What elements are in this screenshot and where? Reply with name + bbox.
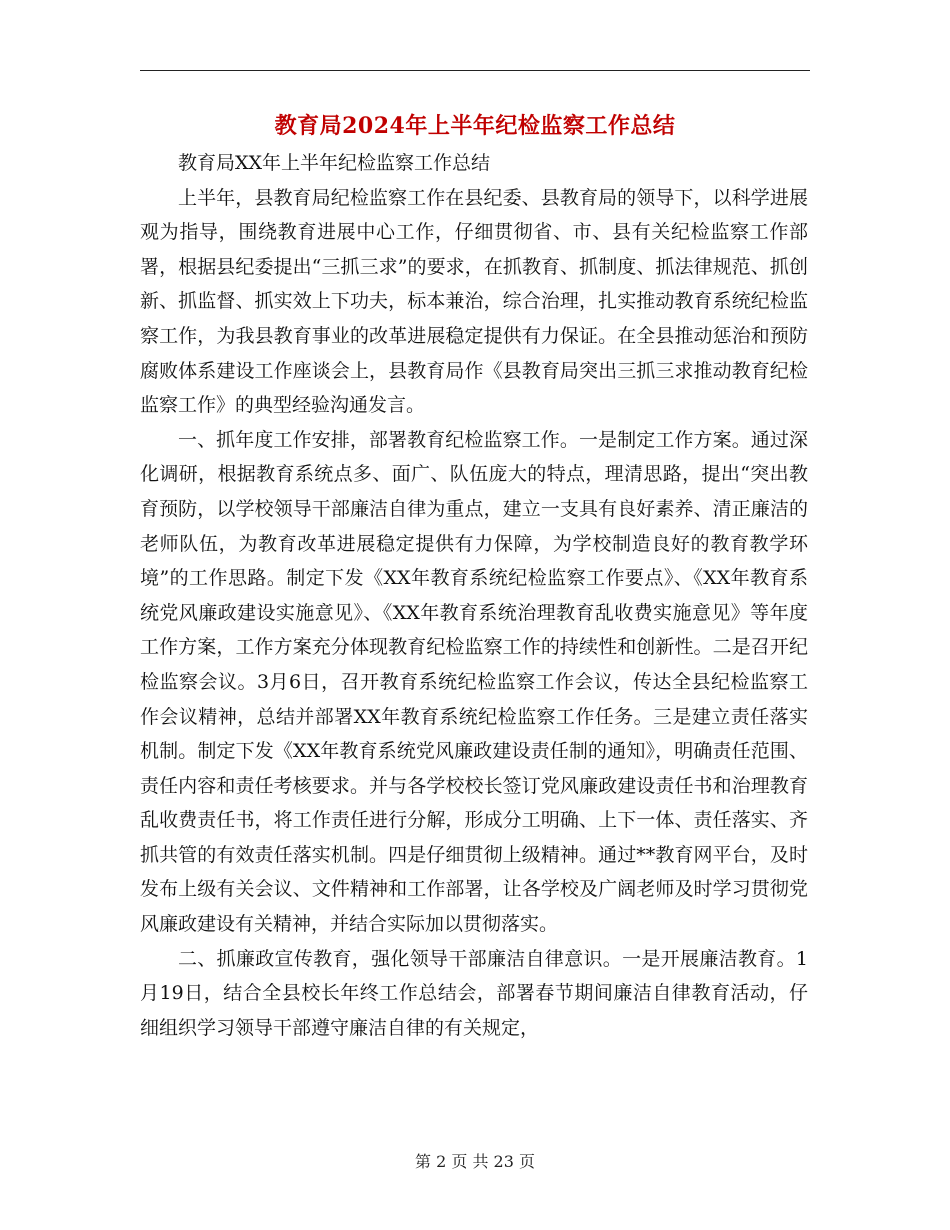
page-number: 第 2 页 共 23 页 bbox=[415, 1152, 535, 1171]
page-footer bbox=[140, 1150, 810, 1174]
paragraph-intro: 上半年，县教育局纪检监察工作在县纪委、县教育局的领导下，以科学进展观为指导，围绕教育进展中心工作，仔细贯彻省、市、县有关纪检监察工作部署，根据县纪委提出“三抓三求”的要求，在抓教育、抓制度、抓法律规范、抓创新、抓监督、抓实效上下功夫，标本兼治，综合治理，扎实推动教育系统纪检监察工作，为我县教育事业的改革进展稳定提供有力保证。在全县推动惩治和预防腐败体系建设工作座谈会上，县教育局作《县教育局突出三抓三求推动教育纪检监察工作》的典型经验沟通发言。 bbox=[140, 186, 808, 417]
header-rule bbox=[140, 70, 810, 71]
paragraph-section-1: 一、抓年度工作安排，部署教育纪检监察工作。一是制定工作方案。通过深化调研，根据教育系统点多、面广、队伍庞大的特点，理清思路，提出“突出教育预防，以学校领导干部廉洁自律为重点，建立一支具有良好素养、清正廉洁的老师队伍，为教育改革进展稳定提供有力保障，为学校制造良好的教育教学环境”的工作思路。制定下发《XX年教育系统纪检监察工作要点》、《XX年教育系统党风廉政建设实施意见》、《XX年教育系统治理教育乱收费实施意见》等年度工作方案，工作方案充分体现教育纪检监察工作的持续性和创新性。二是召开纪检监察会议。3月6日，召开教育系统纪检监察工作会议，传达全县纪检监察工作会议精神，总结并部署XX年教育系统纪检监察工作任务。三是建立责任落实机制。制定下发《XX年教育系统党风廉政建设责任制的通知》，明确责任范围、责任内容和责任考核要求。并与各学校校长签订党风廉政建设责任书和治理教育乱收费责任书，将工作责任进行分解，形成分工明确、上下一体、责任落实、齐抓共管的有效责任落实机制。四是仔细贯彻上级精神。通过**教育网平台，及时发布上级有关会议、文件精神和工作部署，让各学校及广阔老师及时学习贯彻党风廉政建设有关精神，并结合实际加以贯彻落实。 bbox=[140, 428, 808, 936]
paragraph-section-2: 二、抓廉政宣传教育，强化领导干部廉洁自律意识。一是开展廉洁教育。1月19日，结合全县校长年终工作总结会，部署春节期间廉洁自律教育活动，仔细组织学习领导干部遵守廉洁自律的有关规定， bbox=[140, 947, 808, 1039]
paragraph-subtitle: 教育局XX年上半年纪检监察工作总结 bbox=[178, 152, 491, 174]
document-title: 教育局2024年上半年纪检监察工作总结 bbox=[274, 113, 676, 139]
document-body bbox=[140, 146, 808, 1045]
